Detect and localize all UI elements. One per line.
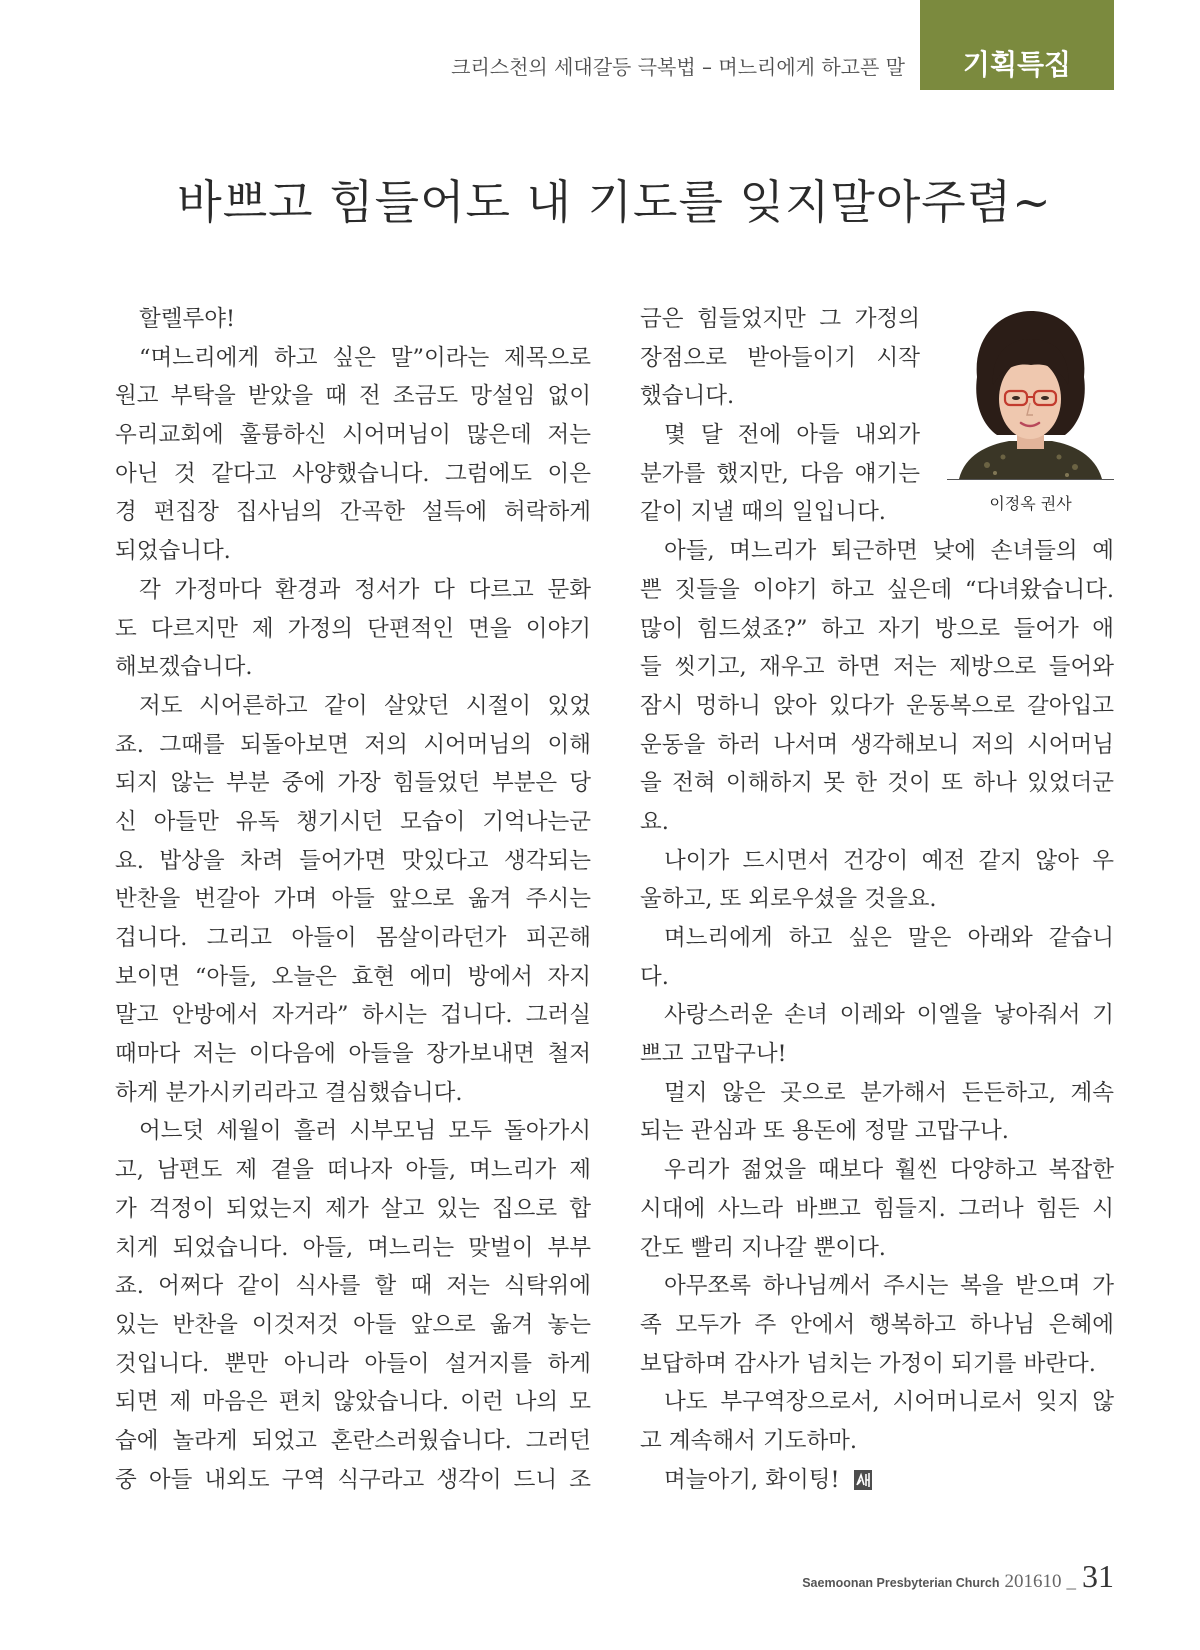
body-text: 중 아들 내외도 구역 식구라고 생각이 드니 조 bbox=[115, 1466, 591, 1493]
body-text: 들 씻기고, 재우고 하면 저는 제방으로 들어와 bbox=[640, 654, 1114, 681]
body-text: 며늘아기, 화이팅! bbox=[664, 1466, 840, 1493]
body-text: 운동을 하러 나서며 생각해보니 저의 시어머님 bbox=[640, 731, 1114, 758]
body-text: 시대에 사느라 바쁘고 힘들지. 그러나 힘든 시 bbox=[640, 1195, 1114, 1222]
body-text: 잠시 멍하니 앉아 있다가 운동복으로 갈아입고 bbox=[640, 692, 1114, 719]
body-text-line bbox=[640, 1422, 1114, 1461]
body-text-line bbox=[115, 455, 591, 494]
body-text: 해보겠습니다. bbox=[115, 654, 253, 681]
body-text-line bbox=[640, 610, 1114, 649]
body-text-line bbox=[115, 1422, 591, 1461]
body-text-line bbox=[115, 648, 591, 687]
body-text-line bbox=[640, 687, 1114, 726]
body-text: “며느리에게 하고 싶은 말”이라는 제목으로 bbox=[139, 344, 591, 371]
body-text: 저도 시어른하고 같이 살았던 시절이 있었 bbox=[139, 692, 591, 719]
body-text-line bbox=[115, 571, 591, 610]
body-text-line bbox=[640, 803, 1114, 842]
body-text-line bbox=[115, 1151, 591, 1190]
body-text-line bbox=[640, 996, 1114, 1035]
body-text: 울하고, 또 외로우셨을 것을요. bbox=[640, 886, 937, 913]
body-text: 원고 부탁을 받았을 때 전 조금도 망설임 없이 bbox=[115, 383, 591, 410]
body-text-line bbox=[115, 1035, 591, 1074]
page-footer bbox=[802, 1558, 1114, 1595]
body-text-line bbox=[640, 1461, 1114, 1500]
body-text: 되는 관심과 또 용돈에 정말 고맙구나. bbox=[640, 1118, 1009, 1145]
body-text-line bbox=[640, 1151, 1114, 1190]
body-text-line bbox=[640, 571, 1114, 610]
body-text-line bbox=[115, 958, 591, 997]
body-text-line bbox=[640, 1383, 1114, 1422]
body-text: 각 가정마다 환경과 정서가 다 다르고 문화 bbox=[139, 576, 591, 603]
body-text-line bbox=[115, 377, 591, 416]
body-text-line bbox=[640, 1345, 1114, 1384]
footer-separator: _ bbox=[1066, 1571, 1076, 1592]
body-text: 가 걱정이 되었는지 제가 살고 있는 집으로 합 bbox=[115, 1195, 591, 1222]
body-text-line bbox=[115, 803, 591, 842]
paragraph bbox=[640, 532, 1114, 842]
body-text-line bbox=[115, 919, 591, 958]
paragraph bbox=[640, 996, 1114, 1073]
paragraph bbox=[115, 1112, 591, 1499]
body-text-line bbox=[115, 1190, 591, 1229]
body-text: 족 모두가 주 안에서 행복하고 하나님 은혜에 bbox=[640, 1311, 1114, 1338]
body-text-line bbox=[115, 726, 591, 765]
body-text: 겁니다. 그리고 아들이 몸살이라던가 피곤해 bbox=[115, 925, 591, 951]
paragraph bbox=[115, 687, 591, 1113]
body-text: 금은 힘들었지만 그 가정의 bbox=[640, 306, 920, 332]
body-text-line bbox=[640, 842, 1114, 881]
page-number: 31 bbox=[1082, 1558, 1114, 1594]
body-text: 며느리에게 하고 싶은 말은 아래와 같습니 bbox=[664, 925, 1114, 951]
body-text: 보답하며 감사가 넘치는 가정이 되기를 바란다. bbox=[640, 1350, 1096, 1377]
body-text-line bbox=[115, 1383, 591, 1422]
body-text-line bbox=[640, 532, 1114, 571]
body-text: 할렐루야! bbox=[139, 306, 235, 332]
body-text: 쁜 짓들을 이야기 하고 싶은데 “다녀왔습니다. bbox=[640, 576, 1114, 603]
paragraph bbox=[115, 300, 591, 339]
series-title: 크리스천의 세대갈등 극복법 – 며느리에게 하고픈 말 bbox=[451, 55, 905, 79]
body-text-line bbox=[640, 1306, 1114, 1345]
body-text-line bbox=[115, 842, 591, 881]
body-text: 요. bbox=[640, 808, 669, 835]
body-text: 사랑스러운 손녀 이레와 이엘을 낳아줘서 기 bbox=[664, 1002, 1114, 1029]
body-text: 분가를 했지만, 다음 얘기는 bbox=[640, 460, 920, 487]
body-text: 고, 남편도 제 곁을 떠나자 아들, 며느리가 제 bbox=[115, 1157, 591, 1184]
body-text: 우리가 젊었을 때보다 훨씬 다양하고 복잡한 bbox=[664, 1157, 1114, 1184]
body-text-line bbox=[640, 919, 1114, 958]
body-text-line bbox=[640, 1229, 1114, 1268]
body-text: 있는 반찬을 이것저것 아들 앞으로 옮겨 놓는 bbox=[115, 1311, 591, 1338]
section-label: 기획특집 bbox=[962, 48, 1072, 81]
body-text: 아닌 것 같다고 사양했습니다. 그럼에도 이은 bbox=[115, 460, 591, 487]
body-text: 반찬을 번갈아 가며 아들 앞으로 옮겨 주시는 bbox=[115, 886, 591, 913]
body-text: 우리교회에 훌륭하신 시어머님이 많은데 저는 bbox=[115, 422, 591, 449]
body-text-line bbox=[640, 958, 1114, 997]
body-text: 멀지 않은 곳으로 분가해서 든든하고, 계속 bbox=[664, 1079, 1114, 1106]
body-text-line bbox=[115, 493, 591, 532]
right-column bbox=[640, 300, 1114, 1499]
body-text: 보이면 “아들, 오늘은 효현 에미 방에서 자지 bbox=[115, 963, 591, 990]
author-caption: 이정옥 권사 bbox=[989, 494, 1072, 513]
section-tab bbox=[920, 0, 1114, 90]
body-text: 장점으로 받아들이기 시작 bbox=[640, 344, 920, 371]
body-text-line bbox=[640, 1035, 1114, 1074]
body-text-line bbox=[115, 300, 591, 339]
paragraph bbox=[640, 842, 1114, 919]
paragraph bbox=[115, 339, 591, 571]
body-text-line bbox=[115, 1267, 591, 1306]
body-text-line bbox=[640, 880, 1114, 919]
body-text: 했습니다. bbox=[640, 383, 735, 410]
body-text: 신 아들만 유독 챙기시던 모습이 기억나는군 bbox=[115, 808, 591, 835]
body-text-line bbox=[115, 880, 591, 919]
body-text-line bbox=[640, 1267, 1114, 1306]
paragraph bbox=[640, 919, 1114, 996]
body-text: 하게 분가시키리라고 결심했습니다. bbox=[115, 1079, 463, 1106]
body-text-line bbox=[115, 764, 591, 803]
body-text: 치게 되었습니다. 아들, 며느리는 맞벌이 부부 bbox=[115, 1234, 591, 1261]
body-text: 같이 지낼 때의 일입니다. bbox=[640, 499, 886, 526]
body-text-line bbox=[115, 416, 591, 455]
body-text: 나이가 드시면서 건강이 예전 같지 않아 우 bbox=[664, 847, 1114, 874]
body-text-line bbox=[115, 1229, 591, 1268]
body-text: 습에 놀라게 되었고 혼란스러웠습니다. 그러던 bbox=[115, 1427, 591, 1454]
body-text-line bbox=[640, 1074, 1114, 1113]
body-text: 되었습니다. bbox=[115, 538, 231, 565]
body-text-line bbox=[640, 1112, 1114, 1151]
body-text: 경 편집장 집사님의 간곡한 설득에 허락하게 bbox=[115, 499, 591, 526]
body-text-line bbox=[115, 1461, 591, 1500]
author-portrait-image bbox=[947, 305, 1114, 479]
body-text-line bbox=[115, 339, 591, 378]
body-text: 죠. 그때를 되돌아보면 저의 시어머님의 이해 bbox=[115, 731, 591, 758]
body-text: 요. 밥상을 차려 들어가면 맛있다고 생각되는 bbox=[115, 847, 591, 874]
body-text: 되면 제 마음은 편치 않았습니다. 이런 나의 모 bbox=[115, 1389, 591, 1416]
body-text: 죠. 어쩌다 같이 식사를 할 때 저는 식탁위에 bbox=[115, 1273, 591, 1300]
body-text-line bbox=[115, 1345, 591, 1384]
paragraph bbox=[640, 1074, 1114, 1151]
photo-divider bbox=[947, 479, 1114, 480]
body-text: 많이 힘드셨죠?” 하고 자기 방으로 들어가 애 bbox=[640, 615, 1114, 642]
saemoonan-logo-icon bbox=[854, 1470, 872, 1490]
body-text: 도 다르지만 제 가정의 단편적인 면을 이야기 bbox=[115, 615, 591, 642]
body-text: 아무쪼록 하나님께서 주시는 복을 받으며 가 bbox=[664, 1273, 1114, 1300]
body-text: 다. bbox=[640, 963, 669, 990]
author-photo-block bbox=[920, 300, 1114, 530]
body-text: 아들, 며느리가 퇴근하면 낮에 손녀들의 예 bbox=[664, 538, 1114, 565]
body-text: 때마다 저는 이다음에 아들을 장가보내면 철저 bbox=[115, 1041, 591, 1068]
body-text-line bbox=[640, 648, 1114, 687]
body-text: 몇 달 전에 아들 내외가 bbox=[664, 422, 920, 449]
author-photo bbox=[947, 305, 1114, 479]
paragraph bbox=[640, 1461, 1114, 1500]
article-title: 바쁘고 힘들어도 내 기도를 잊지말아주렴~ bbox=[177, 175, 1052, 229]
body-text: 되지 않는 부분 중에 가장 힘들었던 부분은 당 bbox=[115, 770, 591, 797]
issue-number: 201610 bbox=[1004, 1571, 1062, 1592]
body-text-line bbox=[115, 1074, 591, 1113]
body-text: 간도 빨리 지나갈 뿐이다. bbox=[640, 1234, 886, 1261]
paragraph bbox=[640, 1267, 1114, 1383]
publication-name: Saemoonan Presbyterian Church bbox=[802, 1576, 1000, 1590]
body-text-line bbox=[115, 610, 591, 649]
body-text: 어느덧 세월이 흘러 시부모님 모두 돌아가시 bbox=[139, 1118, 591, 1145]
body-text: 것입니다. 뿐만 아니라 아들이 설거지를 하게 bbox=[115, 1350, 591, 1377]
body-text: 을 전혀 이해하지 못 한 것이 또 하나 있었더군 bbox=[640, 770, 1114, 797]
body-text-line bbox=[115, 687, 591, 726]
body-text: 고 계속해서 기도하마. bbox=[640, 1427, 858, 1454]
body-text: 말고 안방에서 자거라” 하시는 겁니다. 그러실 bbox=[115, 1002, 591, 1029]
body-text-line bbox=[115, 532, 591, 571]
paragraph bbox=[115, 571, 591, 687]
left-column bbox=[115, 300, 591, 1499]
body-text: 쁘고 고맙구나! bbox=[640, 1041, 787, 1068]
body-text-line bbox=[640, 1190, 1114, 1229]
body-text-line bbox=[640, 764, 1114, 803]
paragraph bbox=[640, 1383, 1114, 1460]
body-text-line bbox=[115, 996, 591, 1035]
paragraph bbox=[640, 1151, 1114, 1267]
body-text-line bbox=[115, 1306, 591, 1345]
body-text-line bbox=[640, 726, 1114, 765]
body-text: 나도 부구역장으로서, 시어머니로서 잊지 않 bbox=[664, 1389, 1114, 1416]
body-text-line bbox=[115, 1112, 591, 1151]
